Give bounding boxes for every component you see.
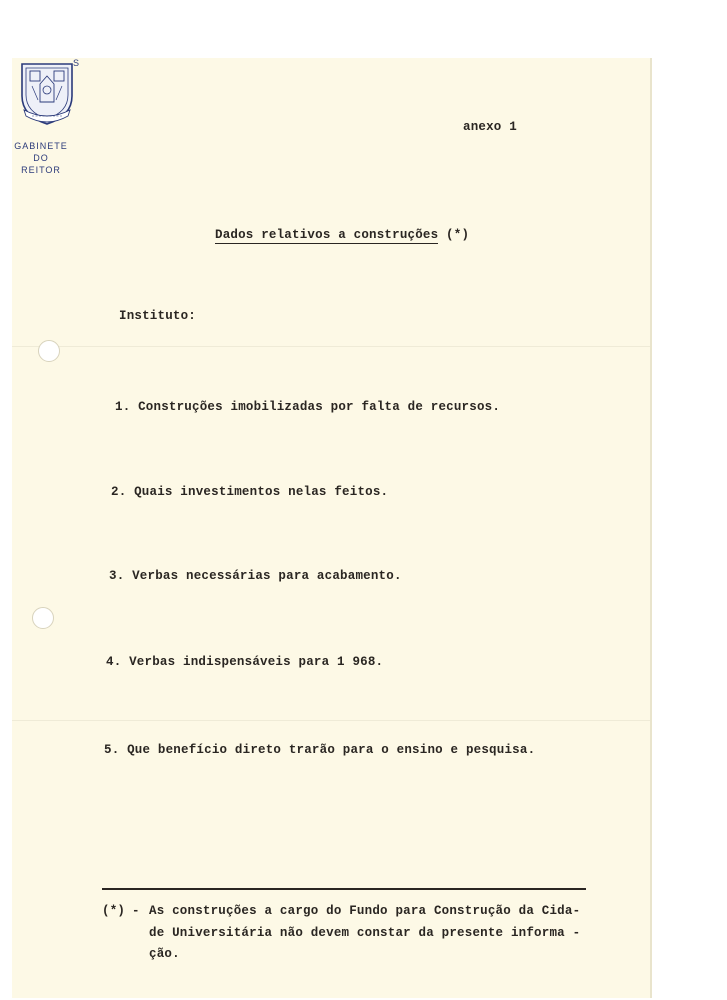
punch-hole (38, 340, 60, 362)
list-item: 2. Quais investimentos nelas feitos. (111, 485, 389, 499)
annex-label: anexo 1 (463, 120, 517, 134)
title-footnote-marker: (*) (446, 228, 470, 242)
footnote-line: As construções a cargo do Fundo para Construção da Cida- (149, 904, 581, 918)
paper-fold-line (12, 346, 650, 347)
footnote-divider (102, 888, 586, 890)
letterhead-line2: DO (33, 153, 49, 163)
list-item: 4. Verbas indispensáveis para 1 968. (106, 655, 384, 669)
letterhead-mark: S (73, 58, 80, 68)
letterhead (6, 140, 76, 176)
footnote-line: ção. (149, 947, 180, 961)
list-item: 1. Construções imobilizadas por falta de recursos. (115, 400, 501, 414)
letterhead-line1: GABINETE (14, 141, 68, 151)
institute-label: Instituto: (119, 309, 197, 323)
list-item: 5. Que benefício direto trarão para o ensino e pesquisa. (104, 743, 536, 757)
footnote-line: de Universitária não devem constar da presente informa - (149, 926, 581, 940)
footnote-dash: - (132, 904, 140, 918)
document-page (12, 58, 650, 998)
university-seal-icon (16, 60, 78, 128)
footnote-marker: (*) (102, 904, 126, 918)
document-title (215, 228, 469, 242)
paper-fold-line (12, 720, 650, 721)
punch-hole (32, 607, 54, 629)
title-text: Dados relativos a construções (215, 228, 439, 242)
letterhead-line3: REITOR (21, 165, 61, 175)
list-item: 3. Verbas necessárias para acabamento. (109, 569, 402, 583)
